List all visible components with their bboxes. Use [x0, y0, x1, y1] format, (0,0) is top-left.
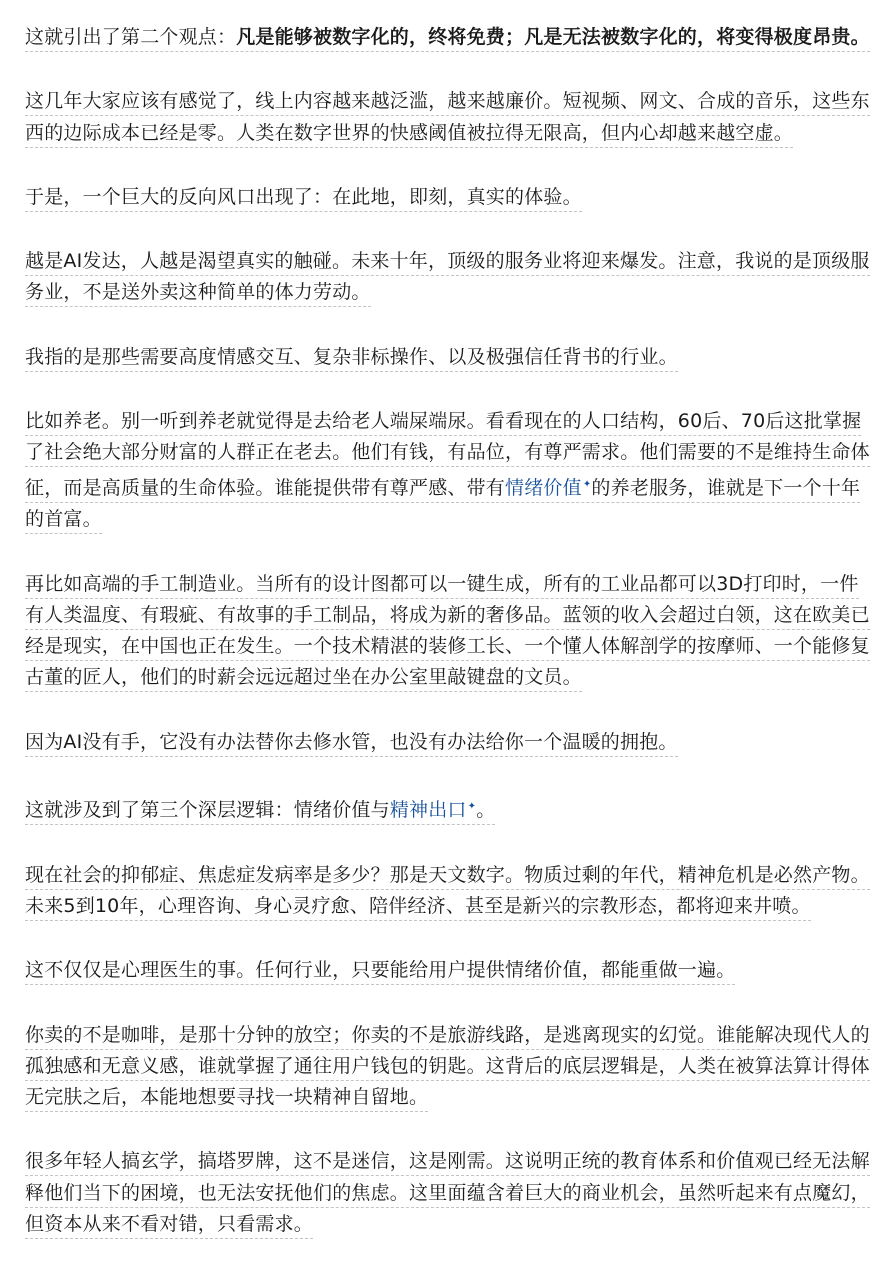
paragraph-text: 再比如高端的手工制造业。当所有的设计图都可以一键生成，所有的工业品都可以3D打印时，一件有人类温度、有瑕疵、有故事的手工制品，将成为新的奢侈品。蓝领的收入会超过白领，这在欧美已经是现实，在中国也正在发生。一个技术精湛的装修工长、一个懂人体解剖学的按摩师、一个能修复古董的匠人，他们的时薪会远远超过坐在办公室里敲键盘的文员。 [25, 573, 870, 693]
bold-statement: 凡是能够被数字化的，终将免费；凡是无法被数字化的，将变得极度昂贵。 [236, 26, 870, 48]
paragraph-text: 越是AI发达，人越是渴望真实的触碰。未来十年，顶级的服务业将迎来爆发。注意，我说的是顶级服务业，不是送外卖这种简单的体力劳动。 [25, 250, 870, 307]
paragraph-third-logic [25, 791, 870, 827]
sparkle-icon: ✦ [467, 801, 477, 813]
spiritual-outlet-link[interactable] [390, 799, 476, 821]
paragraph-service-industry [25, 246, 870, 309]
link-text: 精神出口 [389, 799, 467, 822]
paragraph-text: 比如养老。别一听到养老就觉得是去给老人端屎端尿。看看现在的人口结构，60后、70后这批掌握了社会绝大部分财富的人群正在老去。他们有钱，有品位，有尊严需求。他们需要的不是维持生命体征，而是高质量的生命体验。谁能提供带有尊严感、带有 [25, 410, 870, 499]
paragraph-line [25, 26, 870, 52]
paragraph-text: 我指的是那些需要高度情感交互、复杂非标操作、以及极强信任背书的行业。 [25, 346, 678, 372]
paragraph-mental-health [25, 860, 870, 923]
article-body [25, 22, 870, 1273]
paragraph-text: 很多年轻人搞玄学，搞塔罗牌，这不是迷信，这是刚需。这说明正统的教育体系和价值观已经无法解释他们当下的困境，也无法安抚他们的焦虑。这里面蕴含着巨大的商业机会，虽然听起来有点魔幻，但资本从来不看对错，只看需求。 [25, 1150, 870, 1239]
paragraph-line [25, 410, 870, 534]
paragraph-second-viewpoint [25, 22, 870, 53]
paragraph-text: 因为AI没有手，它没有办法替你去修水管，也没有办法给你一个温暖的拥抱。 [25, 731, 678, 757]
link-text: 情绪价值 [505, 477, 582, 499]
paragraph-elderly-care [25, 406, 870, 536]
paragraph-emotional-industries [25, 342, 870, 373]
paragraph-text: 你卖的不是咖啡，是那十分钟的放空；你卖的不是旅游线路，是逃离现实的幻觉。谁能解决现代人的孤独感和无意义感，谁就掌握了通往用户钱包的钥匙。这背后的底层逻辑是，人类在被算法算计得体无完肤之后，本能地想要寻找一块精神自留地。 [25, 1024, 870, 1113]
paragraph-text: 这几年大家应该有感觉了，线上内容越来越泛滥，越来越廉价。短视频、网文、合成的音乐，这些东西的边际成本已经是零。人类在数字世界的快感阈值被拉得无限高，但内心却越来越空虚。 [25, 90, 870, 147]
paragraph-text: 现在社会的抑郁症、焦虑症发病率是多少？那是天文数字。物质过剩的年代，精神危机是必然产物。未来5到10年，心理咨询、身心灵疗愈、陪伴经济、甚至是新兴的宗教形态，都将迎来井喷。 [25, 864, 870, 921]
paragraph-text: 这不仅仅是心理医生的事。任何行业，只要能给用户提供情绪价值，都能重做一遍。 [25, 959, 735, 985]
paragraph-text: 。 [476, 799, 496, 822]
paragraph-online-content [25, 86, 870, 149]
paragraph-reverse-trend [25, 182, 870, 213]
paragraph-coffee-travel [25, 1020, 870, 1114]
paragraph-text: 这就涉及到了第三个深层逻辑：情绪价值与 [25, 799, 390, 822]
paragraph-metaphysics [25, 1146, 870, 1240]
emotional-value-link[interactable] [505, 477, 591, 499]
paragraph-line [25, 799, 495, 825]
sparkle-icon: ✦ [582, 478, 592, 490]
paragraph-text: 的养老服务，谁就是下一个十年的首富。 [25, 477, 861, 531]
paragraph-text: 于是，一个巨大的反向风口出现了：在此地，即刻，真实的体验。 [25, 186, 582, 212]
paragraph-handcraft [25, 569, 870, 694]
paragraph-text: 这就引出了第二个观点： [25, 26, 237, 48]
paragraph-every-industry [25, 955, 870, 986]
paragraph-ai-no-hands [25, 727, 870, 758]
